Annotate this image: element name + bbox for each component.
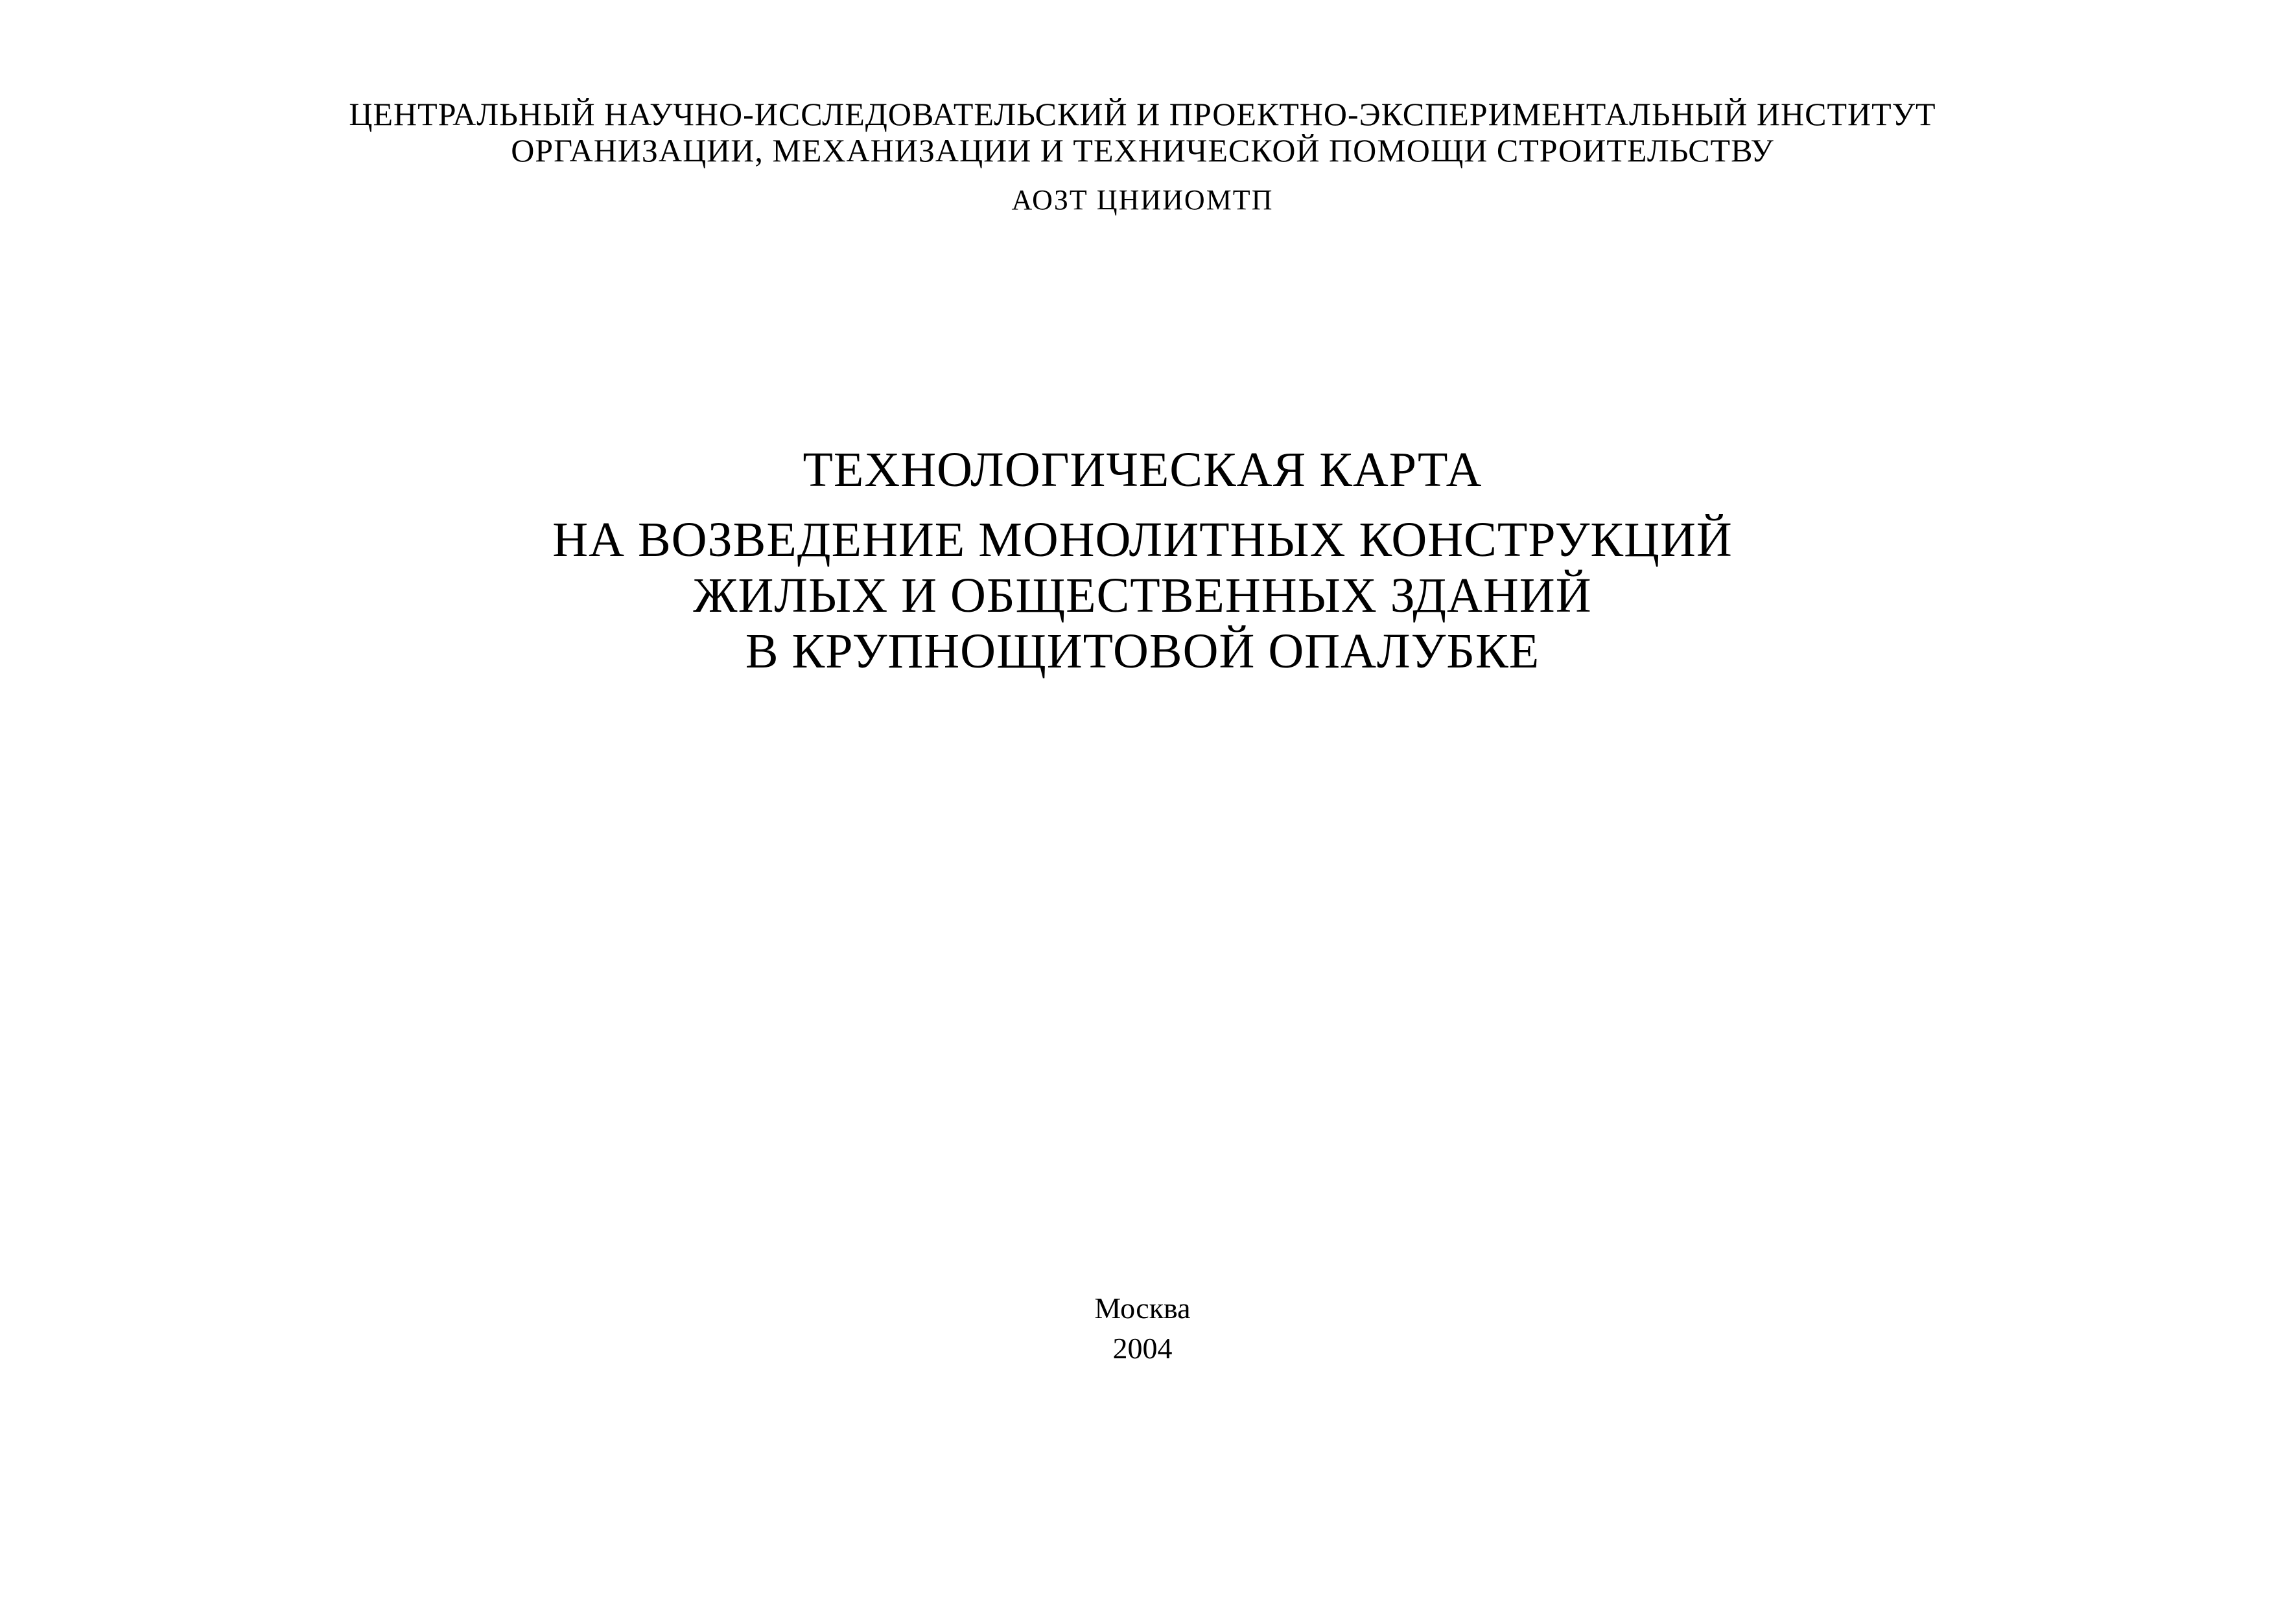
subject-line-3: В КРУПНОЩИТОВОЙ ОПАЛУБКЕ (745, 624, 1540, 679)
publication-year (0, 1330, 2285, 1367)
document-type-heading (0, 441, 2285, 499)
publication-city-text: Москва (1094, 1292, 1191, 1325)
institute-name-line-2 (0, 132, 2285, 168)
institute-name-text-2: ОРГАНИЗАЦИИ, МЕХАНИЗАЦИИ И ТЕХНИЧЕСКОЙ ПОМОЩИ СТРОИТЕЛЬСТВУ (511, 132, 1774, 168)
subject-line-1: НА ВОЗВЕДЕНИЕ МОНОЛИТНЫХ КОНСТРУКЦИЙ (552, 513, 1733, 567)
document-type-text: ТЕХНОЛОГИЧЕСКАЯ КАРТА (803, 443, 1482, 497)
subject-line-2: ЖИЛЫХ И ОБЩЕСТВЕННЫХ ЗДАНИЙ (693, 568, 1592, 623)
publication-city (0, 1290, 2285, 1327)
institute-abbreviation-text: АОЗТ ЦНИИОМТП (1011, 184, 1274, 216)
institute-name-text-1: ЦЕНТРАЛЬНЫЙ НАУЧНО-ИССЛЕДОВАТЕЛЬСКИЙ И ПРОЕКТНО-ЭКСПЕРИМЕНТАЛЬНЫЙ ИНСТИТУТ (349, 96, 1936, 132)
institute-name-line-1 (0, 96, 2285, 132)
document-subject-heading (0, 512, 2285, 679)
institute-abbreviation (0, 183, 2285, 217)
publication-year-text: 2004 (1112, 1332, 1173, 1365)
